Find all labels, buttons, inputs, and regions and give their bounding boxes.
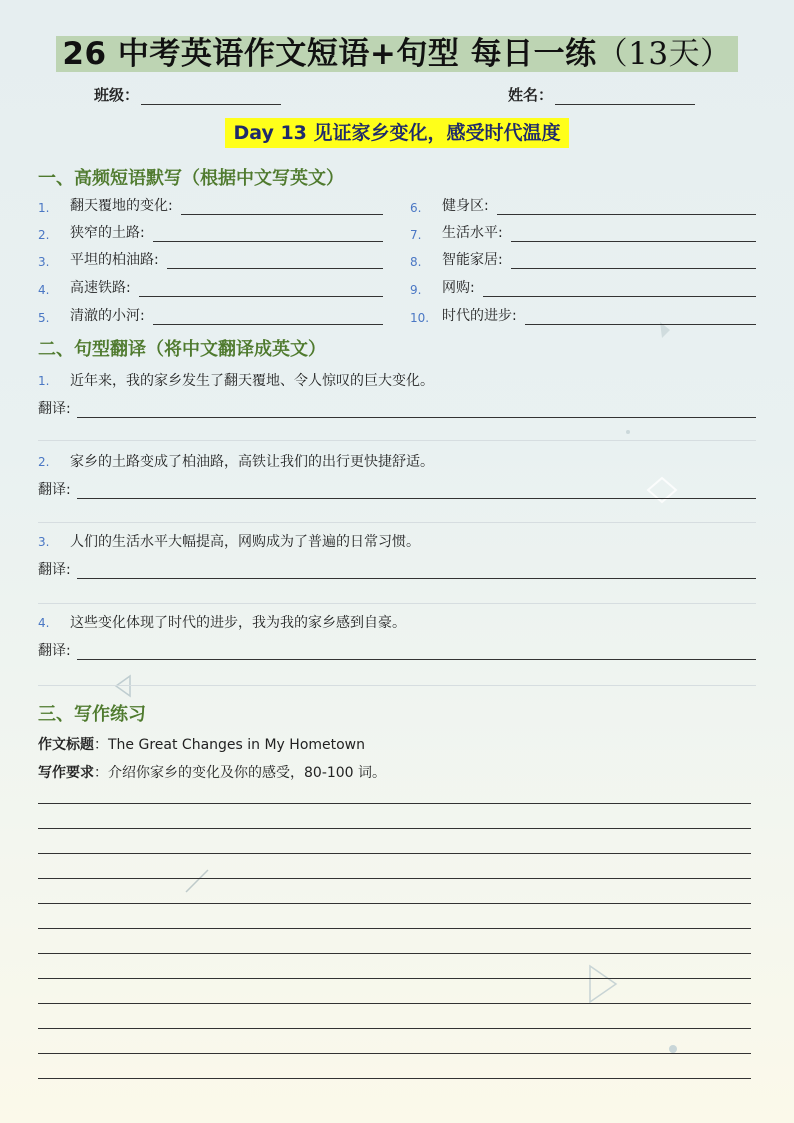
writing-line[interactable]: [38, 1028, 751, 1029]
writing-line[interactable]: [38, 878, 751, 879]
writing-line[interactable]: [38, 1003, 751, 1004]
phrase-item: [38, 222, 383, 242]
phrase-label: 智能家居:: [442, 252, 503, 268]
answer-line[interactable]: [167, 254, 383, 269]
title-days: （13天）: [596, 36, 732, 72]
writing-line[interactable]: [38, 953, 751, 954]
phrase-label: 时代的进步:: [442, 308, 517, 324]
section3-heading: 三、写作练习: [38, 704, 146, 725]
class-label: 班级：: [94, 86, 140, 104]
topic-text: ：The Great Changes in My Hometown: [94, 737, 366, 753]
class-input-line[interactable]: [141, 88, 281, 105]
sentence-text: 近年来，我的家乡发生了翻天覆地、令人惊叹的巨大变化。: [70, 373, 434, 389]
phrase-label: 狭窄的土路:: [70, 225, 145, 241]
answer-line[interactable]: [153, 310, 383, 325]
translate-label: 翻译:: [38, 643, 71, 659]
item-number: 1.: [38, 201, 50, 215]
name-field: [508, 84, 695, 105]
sentence-text: 这些变化体现了时代的进步，我为我的家乡感到自豪。: [70, 615, 406, 631]
phrase-item: [38, 195, 383, 215]
answer-line[interactable]: [153, 227, 383, 242]
phrase-label: 清澈的小河:: [70, 308, 145, 324]
phrase-label: 平坦的柏油路:: [70, 252, 159, 268]
phrase-item: [410, 222, 756, 242]
section1-heading: 一、高频短语默写（根据中文写英文）: [38, 168, 344, 189]
phrase-item: [410, 195, 756, 215]
phrase-label: 生活水平:: [442, 225, 503, 241]
writing-line[interactable]: [38, 1078, 751, 1079]
writing-line[interactable]: [38, 828, 751, 829]
answer-line[interactable]: [181, 200, 383, 215]
phrase-label: 高速铁路:: [70, 280, 131, 296]
item-number: 2.: [38, 455, 50, 469]
translation-answer-line[interactable]: [77, 484, 756, 499]
sentence-text: 家乡的土路变成了柏油路，高铁让我们的出行更快捷舒适。: [70, 454, 434, 470]
item-number: 7.: [410, 228, 422, 242]
sentence-item: [38, 370, 756, 418]
day-banner-container: [0, 118, 794, 148]
essay-requirement: [38, 762, 386, 782]
item-number: 2.: [38, 228, 50, 242]
answer-line[interactable]: [139, 282, 383, 297]
writing-line[interactable]: [38, 903, 751, 904]
translation-answer-line[interactable]: [77, 403, 756, 418]
name-label: 姓名：: [508, 86, 554, 104]
page-title: [56, 36, 737, 72]
section2-heading: 二、句型翻译（将中文翻译成英文）: [38, 339, 326, 360]
answer-line[interactable]: [525, 310, 756, 325]
writing-line[interactable]: [38, 928, 751, 929]
topic-label: 作文标题: [38, 737, 94, 753]
item-number: 3.: [38, 255, 50, 269]
sentence-item: [38, 612, 756, 660]
phrase-item: [410, 305, 756, 325]
essay-topic: [38, 734, 365, 754]
sentence-item: [38, 531, 756, 579]
day-banner: Day 13 见证家乡变化，感受时代温度: [225, 118, 568, 148]
requirement-text: ：介绍你家乡的变化及你的感受，80-100 词。: [94, 765, 387, 781]
sentence-item: [38, 451, 756, 499]
writing-line[interactable]: [38, 803, 751, 804]
answer-line[interactable]: [497, 200, 756, 215]
item-number: 3.: [38, 535, 50, 549]
item-number: 4.: [38, 283, 50, 297]
phrase-label: 健身区:: [442, 198, 489, 214]
item-number: 6.: [410, 201, 422, 215]
item-number: 1.: [38, 374, 50, 388]
answer-line[interactable]: [511, 227, 756, 242]
class-field: [94, 84, 281, 105]
requirement-label: 写作要求: [38, 765, 94, 781]
answer-line[interactable]: [511, 254, 756, 269]
sentence-text: 人们的生活水平大幅提高，网购成为了普遍的日常习惯。: [70, 534, 420, 550]
phrase-item: [38, 305, 383, 325]
phrase-item: [38, 249, 383, 269]
translation-answer-line[interactable]: [77, 564, 756, 579]
item-number: 8.: [410, 255, 422, 269]
translate-label: 翻译:: [38, 401, 71, 417]
divider: [38, 685, 756, 686]
name-input-line[interactable]: [555, 88, 695, 105]
divider: [38, 603, 756, 604]
translation-answer-line[interactable]: [77, 645, 756, 660]
title-main: 26 中考英语作文短语+句型 每日一练: [62, 36, 597, 72]
writing-line[interactable]: [38, 1053, 751, 1054]
divider: [38, 522, 756, 523]
phrase-label: 网购:: [442, 280, 475, 296]
translate-label: 翻译:: [38, 562, 71, 578]
divider: [38, 440, 756, 441]
item-number: 5.: [38, 311, 50, 325]
phrase-label: 翻天覆地的变化:: [70, 198, 173, 214]
item-number: 4.: [38, 616, 50, 630]
writing-line[interactable]: [38, 853, 751, 854]
item-number: 9.: [410, 283, 422, 297]
phrase-item: [410, 249, 756, 269]
answer-line[interactable]: [483, 282, 756, 297]
item-number: 10.: [410, 311, 430, 325]
translate-label: 翻译:: [38, 482, 71, 498]
phrase-item: [410, 277, 756, 297]
phrase-item: [38, 277, 383, 297]
title-container: [0, 36, 794, 72]
writing-line[interactable]: [38, 978, 751, 979]
